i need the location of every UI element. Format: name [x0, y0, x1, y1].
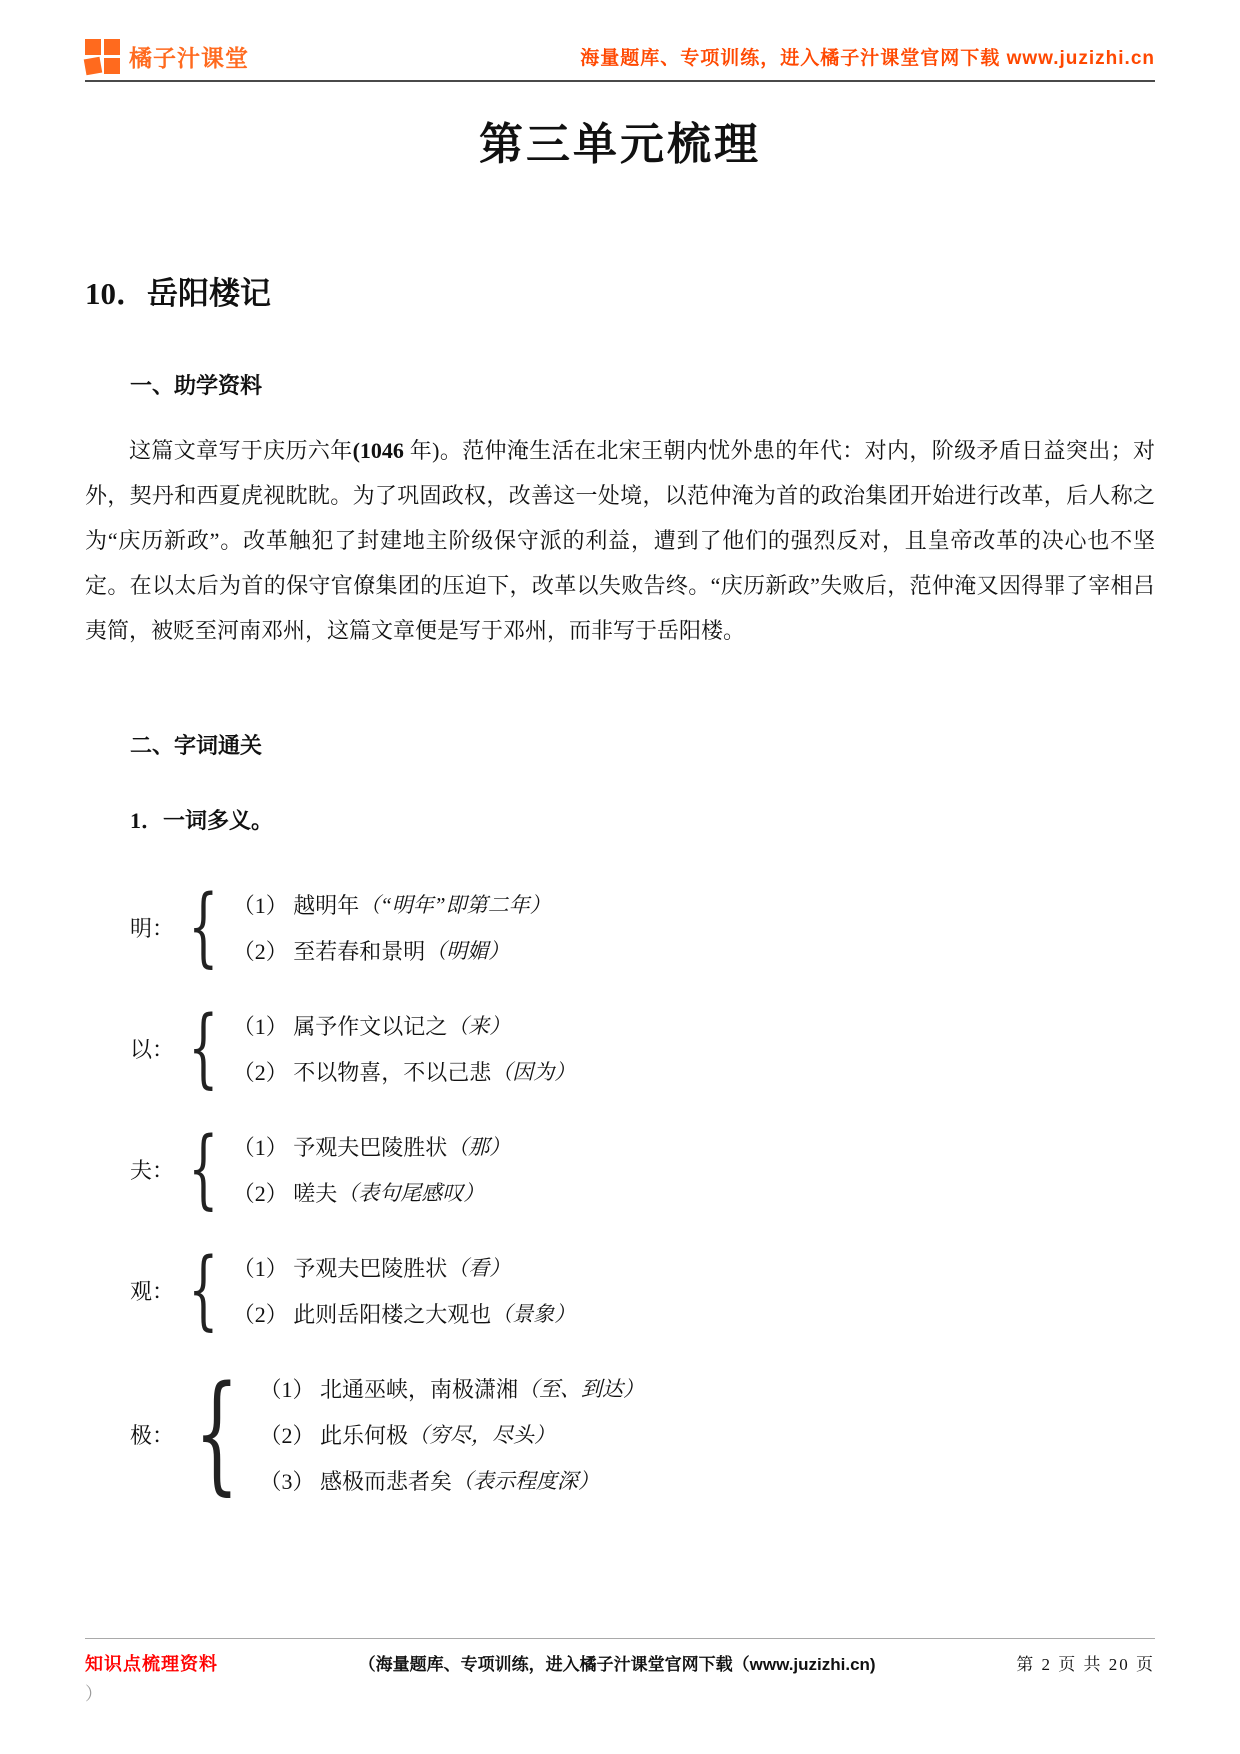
paragraph-text-post: 年)。范仲淹生活在北宋王朝内忧外患的年代：对内，阶级矛盾日益突出；对外，契丹和西夏虎视眈眈。为了巩固政权，改善这一处境，以范仲淹为首的政治集团开始进行改革，后人称之为“庆历新政”。改革触犯了封建地主阶级保守派的利益，遭到了他们的强烈反对，且皇帝改革的决心也不坚定。在以太后为首的保守官僚集团的压迫下，改革以失败告终。“庆历新政”失败后，范仲淹又因得罪了宰相吕夷简，被贬至河南邓州，这篇文章便是写于邓州，而非写于岳阳楼。 [85, 438, 1155, 643]
entry-item [233, 1169, 511, 1215]
entry-word: 以： [130, 1036, 175, 1062]
item-note: （表示程度深） [451, 1469, 599, 1493]
polysemy-entries [85, 877, 1155, 1508]
entry-item [233, 1290, 576, 1336]
polysemy-entry-ming [130, 877, 1155, 977]
header-tagline: 海量题库、专项训练，进入橘子汁课堂官网下载 www.juzizhi.cn [580, 47, 1155, 69]
footer-promo-text: （海量题库、专项训练，进入橘子汁课堂官网下载（www.juzizhi.cn) [358, 1655, 876, 1674]
section-heading-vocabulary: 二、字词通关 [130, 733, 263, 758]
item-text: （1） 北通巫峡，南极潇湘 [259, 1376, 518, 1402]
item-text: （2） 嗟夫 [232, 1180, 338, 1206]
polysemy-entry-guan [130, 1240, 1155, 1340]
item-text: （3） 感极而悲者矣 [259, 1468, 452, 1494]
footer-page-number: 第 2 页 共 20 页 [1016, 1655, 1155, 1674]
item-note: （至、到达） [517, 1377, 644, 1401]
entry-item [233, 1048, 576, 1094]
brace-icon: { [188, 1240, 219, 1340]
footer-wrapped-paren: ） [85, 1684, 103, 1704]
paragraph-text-pre: 这篇文章写于庆历六年 [129, 438, 353, 463]
entry-item [233, 1123, 511, 1169]
brace-icon: { [194, 1359, 240, 1508]
item-note: （因为） [491, 1060, 576, 1084]
section-heading-study-material: 一、助学资料 [130, 373, 263, 398]
logo-text: 橘子汁课堂 [129, 44, 249, 71]
entry-item [233, 1002, 576, 1048]
item-text: （1） 予观夫巴陵胜状 [232, 1255, 448, 1281]
entry-item [233, 927, 551, 973]
entry-word: 夫： [130, 1157, 175, 1183]
item-text: （1） 越明年 [232, 892, 360, 918]
polysemy-entry-yi [130, 998, 1155, 1098]
item-note: （“明年”即第二年） [359, 893, 551, 917]
entry-item [259, 1457, 644, 1503]
subsection-heading-polysemy: 1．一词多义。 [130, 808, 274, 833]
logo [85, 38, 249, 74]
item-text: （1） 属予作文以记之 [232, 1013, 448, 1039]
lesson-heading: 10．岳阳楼记 [85, 276, 271, 311]
item-note: （穷尽，尽头） [407, 1423, 555, 1447]
entry-item [259, 1365, 644, 1411]
background-paragraph [85, 428, 1155, 653]
entry-word: 观： [130, 1278, 175, 1304]
logo-icon [85, 38, 121, 74]
entry-item [259, 1411, 644, 1457]
polysemy-entry-fu [130, 1119, 1155, 1219]
polysemy-entry-ji [130, 1359, 1155, 1508]
entry-word: 明： [130, 915, 175, 941]
page-title: 第三单元梳理 [479, 120, 761, 169]
item-text: （2） 此则岳阳楼之大观也 [232, 1301, 492, 1327]
item-note: （表句尾感叹） [337, 1181, 485, 1205]
entry-word: 极： [130, 1422, 175, 1448]
item-text: （2） 至若春和景明 [232, 938, 426, 964]
paragraph-year-bold: (1046 [352, 438, 404, 463]
item-text: （2） 此乐何极 [259, 1422, 408, 1448]
item-note: （那） [447, 1135, 511, 1159]
page-footer [85, 1638, 1155, 1706]
item-note: （明媚） [425, 939, 510, 963]
item-note: （看） [447, 1256, 511, 1280]
brace-icon: { [188, 877, 219, 977]
item-text: （1） 予观夫巴陵胜状 [232, 1134, 448, 1160]
page-header [85, 0, 1155, 82]
item-note: （来） [447, 1014, 511, 1038]
item-note: （景象） [491, 1302, 576, 1326]
brace-icon: { [188, 1119, 219, 1219]
brace-icon: { [188, 998, 219, 1098]
footer-material-label: 知识点梳理资料 [85, 1654, 218, 1674]
entry-item [233, 881, 551, 927]
item-text: （2） 不以物喜，不以己悲 [232, 1059, 492, 1085]
entry-item [233, 1244, 576, 1290]
